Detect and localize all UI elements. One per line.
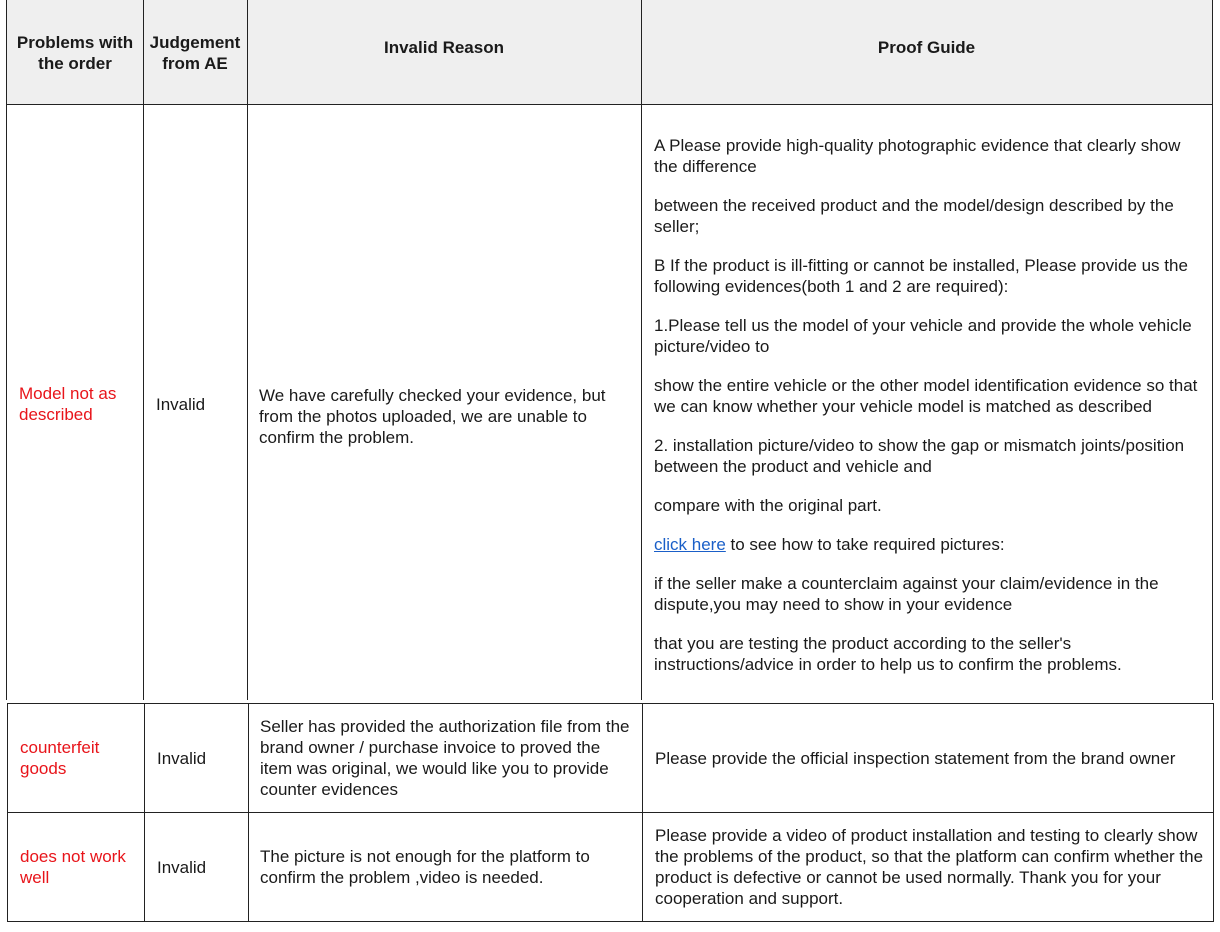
link-suffix-text: to see how to take required pictures: xyxy=(725,535,1005,554)
reason-cell xyxy=(260,704,635,812)
judgement-cell xyxy=(157,704,242,812)
judgement-label: Invalid xyxy=(157,857,207,877)
grid-line xyxy=(1212,0,1213,700)
proof-paragraph: 1.Please tell us the model of your vehicle and provide the whole vehicle picture/video to xyxy=(654,316,1192,356)
reason-cell xyxy=(260,813,635,921)
header-problems: Problems with the order xyxy=(16,32,134,73)
reason-text: Seller has provided the authorization file from the brand owner / purchase invoice to proved the item was original, we would like you to provide counter evidences xyxy=(260,717,630,799)
grid-line xyxy=(641,0,642,700)
reason-cell xyxy=(259,105,634,727)
problem-label: does not work well xyxy=(20,847,126,887)
problem-label: Model not as described xyxy=(19,384,117,424)
proof-guide-cell xyxy=(655,704,1207,812)
header-invalid-reason: Invalid Reason xyxy=(384,38,504,57)
judgement-label: Invalid xyxy=(156,394,206,414)
reason-text: We have carefully checked your evidence, but from the photos uploaded, we are unable to confirm the problem. xyxy=(259,385,606,447)
problem-cell xyxy=(19,105,139,703)
proof-link-paragraph xyxy=(654,534,1206,555)
proof-paragraph: that you are testing the product according to the seller's instructions/advice in order to help us to confirm the problems. xyxy=(654,634,1122,674)
judgement-label: Invalid xyxy=(157,748,207,768)
click-here-link[interactable]: click here xyxy=(654,535,726,554)
header-judgement: Judgement from AE xyxy=(149,32,241,73)
grid-line xyxy=(7,921,1214,922)
header-proof-guide: Proof Guide xyxy=(877,38,976,57)
grid-line xyxy=(143,0,144,700)
grid-line xyxy=(247,0,248,700)
proof-paragraph: A Please provide high-quality photographic evidence that clearly show the difference xyxy=(654,136,1181,176)
proof-paragraph: if the seller make a counterclaim against your claim/evidence in the dispute,you may need to show in your evidence xyxy=(654,574,1159,614)
proof-text: Please provide a video of product installation and testing to clearly show the problems of the product, so that the platform can confirm whether the product is defective or cannot be used normally. Thank you for your cooperation and support. xyxy=(655,826,1204,908)
proof-paragraph: show the entire vehicle or the other model identification evidence so that we can know whether your vehicle model is matched as described xyxy=(654,376,1198,416)
reason-text: The picture is not enough for the platform to confirm the problem ,video is needed. xyxy=(260,847,590,887)
proof-paragraph: 2. installation picture/video to show the gap or mismatch joints/position between the product and vehicle and xyxy=(654,436,1185,476)
judgement-cell xyxy=(157,813,242,921)
proof-paragraph: B If the product is ill-fitting or cannot be installed, Please provide us the following evidences(both 1 and 2 are required): xyxy=(654,256,1188,296)
proof-paragraph: compare with the original part. xyxy=(654,496,882,515)
problem-label: counterfeit goods xyxy=(20,738,100,778)
proof-guide-cell xyxy=(655,813,1207,921)
problem-cell xyxy=(20,813,140,921)
proof-paragraph: between the received product and the model/design described by the seller; xyxy=(654,196,1174,236)
judgement-cell xyxy=(156,105,241,703)
proof-guide-cell xyxy=(654,135,1206,693)
proof-text: Please provide the official inspection statement from the brand owner xyxy=(655,748,1176,768)
problem-cell xyxy=(20,704,140,812)
grid-line xyxy=(6,0,7,700)
